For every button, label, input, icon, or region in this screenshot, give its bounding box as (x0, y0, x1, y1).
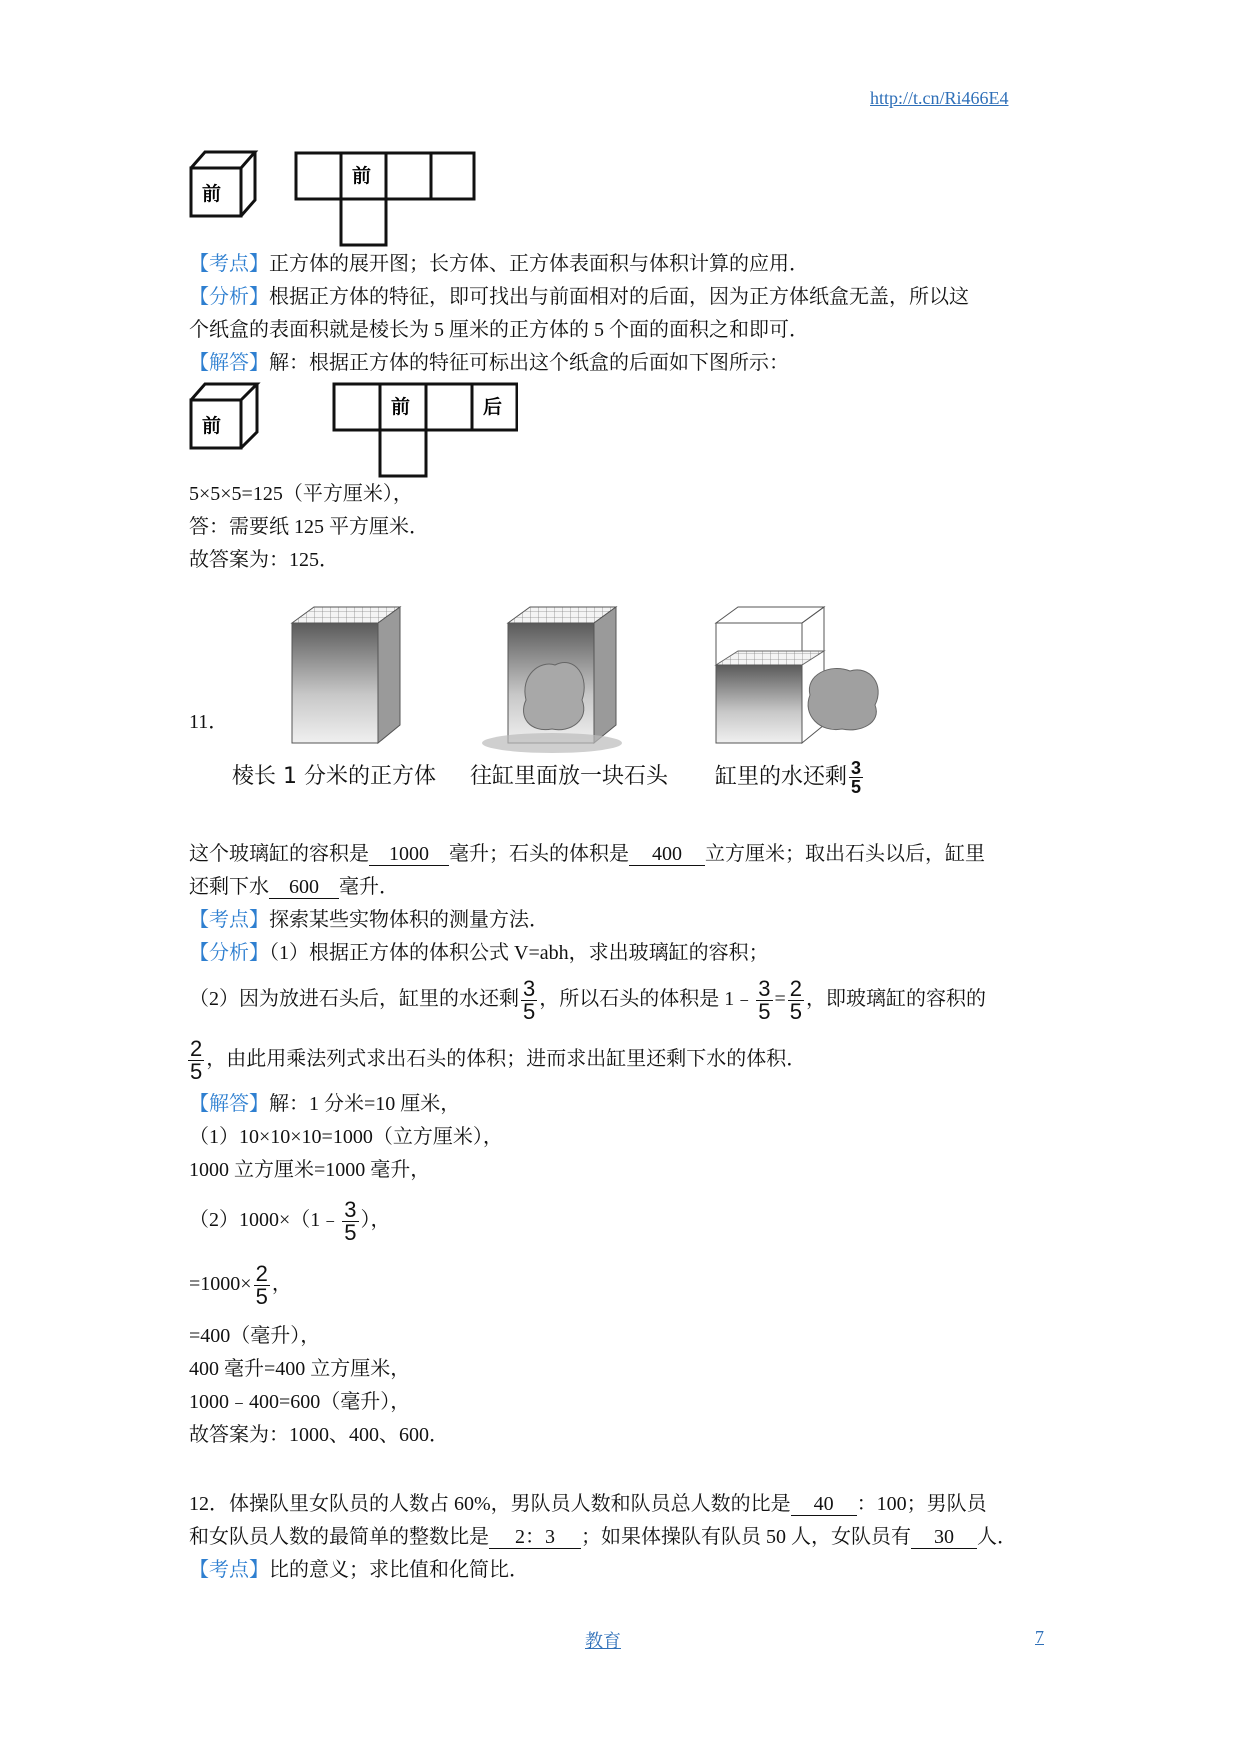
q11-question-2: 还剩下水 600 毫升． (189, 876, 399, 898)
fraction-three-fifths-2: $\frac{3}{5}$ (523, 975, 536, 1024)
footer-center-link[interactable]: 教育 (585, 1631, 621, 1651)
q10-answer: 答：需要纸 125 平方厘米． (189, 516, 429, 538)
tank-full (292, 607, 400, 743)
fraction-three-fifths-3: $\frac{3}{5}$ (758, 975, 771, 1024)
q11-jieda-7: 400 毫升=400 立方厘米， (189, 1358, 411, 1380)
fraction-two-fifths-3: $\frac{2}{5}$ (255, 1260, 268, 1309)
fraction-two-fifths: $\frac{2}{5}$ (789, 975, 803, 1024)
page-number[interactable]: 7 (1035, 1627, 1044, 1647)
fraction-two-fifths-2: $\frac{2}{5}$ (190, 1035, 203, 1084)
q10-kaodian: 【考点】正方体的展开图；长方体、正方体表面积与体积计算的应用． (189, 253, 809, 275)
net-back-label: 后 (483, 396, 503, 418)
q11-jieda-8: 1000﹣400=600（毫升）， (189, 1391, 411, 1413)
net-front-label-2: 前 (391, 396, 411, 418)
q11-fenxi-1: 【分析】（1）根据正方体的体积公式 V=abh，求出玻璃缸的容积； (189, 942, 769, 964)
q11-fenxi-2: （2）因为放进石头后，缸里的水还剩 $\frac{3}{5}$ ，所以石头的体积是 1﹣ $\frac{3}{5}$ = $\frac{2}{5}$ ，即玻璃缸的容积的 (189, 975, 987, 1024)
answer-blank-water: 600 (269, 876, 339, 899)
q11-number: 11． (189, 711, 229, 733)
caption-cube: 棱长 1 分米的正方体 (232, 764, 436, 789)
answer-blank-ratio: 40 (791, 1493, 857, 1516)
caption-stone: 往缸里面放一块石头 (470, 764, 669, 789)
answer-blank-simplest-ratio: 2：3 (489, 1526, 581, 1549)
q10-final: 故答案为：125． (189, 549, 339, 571)
cube-net-figure-2 (188, 380, 518, 480)
q11-kaodian: 【考点】探索某些实物体积的测量方法． (189, 909, 549, 931)
q11-jieda-3: 1000 立方厘米=1000 毫升， (189, 1159, 431, 1181)
q11-jieda-5: =1000× $\frac{2}{5}$ ， (189, 1260, 292, 1309)
cube-front-label: 前 (202, 183, 222, 205)
q11-jieda-6: =400（毫升）， (189, 1325, 321, 1347)
caption-remaining: 缸里的水还剩 $\frac{3}{5}$ (715, 758, 862, 797)
q10-fenxi-1: 【分析】根据正方体的特征，即可找出与前面相对的后面，因为正方体纸盒无盖，所以这 (189, 286, 969, 308)
q12-line-2: 和女队员人数的最简单的整数比是 2：3 ；如果体操队有队员 50 人，女队员有 30 人． (189, 1526, 1017, 1548)
q10-jieda: 【解答】解：根据正方体的特征可标出这个纸盒的后面如下图所示： (189, 352, 789, 374)
q12-kaodian: 【考点】比的意义；求比值和化简比． (189, 1559, 529, 1581)
header-url[interactable]: http://t.cn/Ri466E4 (870, 88, 1009, 108)
q10-fenxi-2: 个纸盒的表面积就是棱长为 5 厘米的正方体的 5 个面的面积之和即可． (189, 319, 809, 341)
q10-calc: 5×5×5=125（平方厘米）， (189, 483, 413, 505)
answer-blank-capacity: 1000 (369, 843, 449, 866)
q11-question-1: 这个玻璃缸的容积是 1000 毫升；石头的体积是 400 立方厘米；取出石头以后，缸里 (189, 843, 985, 865)
q12-line-1: 12．体操队里女队员的人数占 60%，男队员人数和队员总人数的比是 40 ：100；男队员 (189, 1493, 987, 1515)
q11-jieda-4: （2）1000×（1﹣ $\frac{3}{5}$ ）， (189, 1196, 391, 1245)
fraction-three-fifths: $\frac{3}{5}$ (851, 758, 862, 797)
q11-jieda-2: （1）10×10×10=1000（立方厘米）， (189, 1126, 503, 1148)
net-front-label: 前 (352, 165, 372, 187)
answer-blank-female-count: 30 (911, 1526, 977, 1549)
tank-partial (716, 607, 878, 743)
q11-jieda-1: 【解答】解：1 分米=10 厘米， (189, 1093, 461, 1115)
fraction-three-fifths-4: $\frac{3}{5}$ (344, 1196, 357, 1245)
q11-tank-illustrations (290, 605, 890, 755)
q11-fenxi-3: $\frac{2}{5}$ ，由此用乘法列式求出石头的体积；进而求出缸里还剩下水的体积． (190, 1035, 807, 1084)
cube-front-label-2: 前 (202, 415, 222, 437)
cube-net-figure-1 (188, 148, 478, 248)
tank-with-stone (482, 607, 622, 753)
answer-blank-stone: 400 (629, 843, 705, 866)
q11-final: 故答案为：1000、400、600． (189, 1424, 449, 1446)
